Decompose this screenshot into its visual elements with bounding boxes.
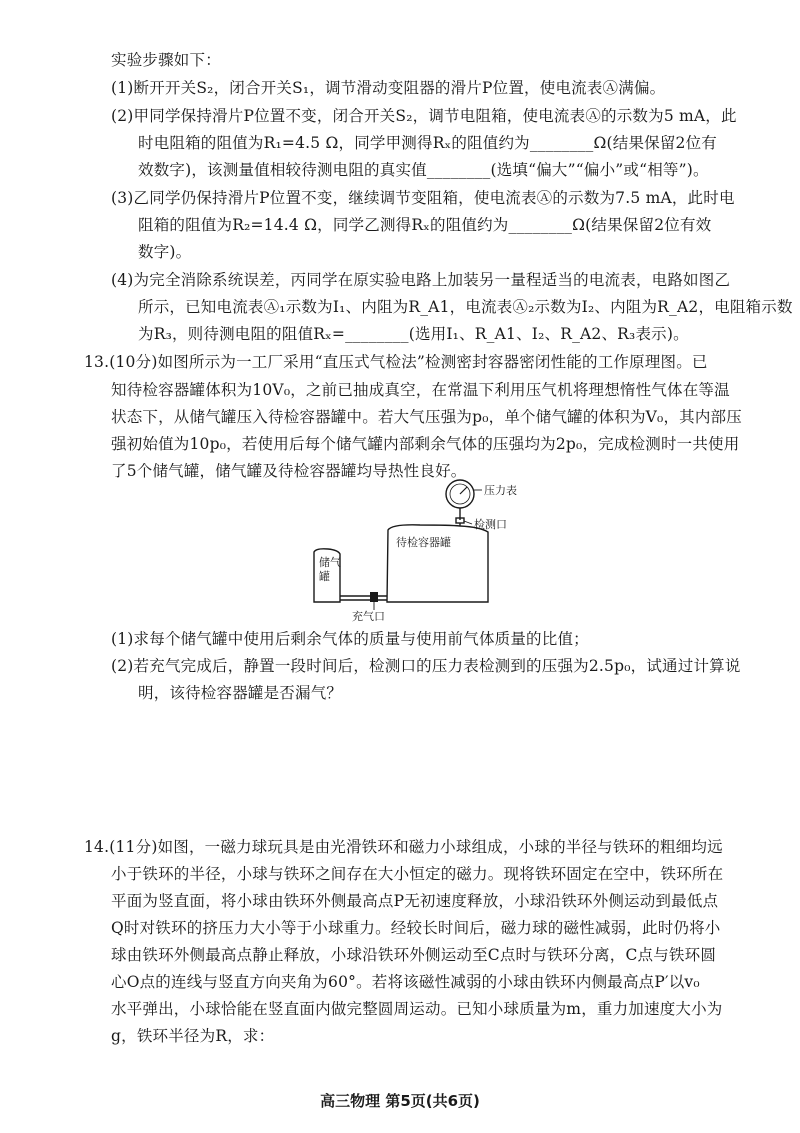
text-line-4: 时电阻箱的阻值为R₁=4.5 Ω，同学甲测得Rₓ的阻值约为________Ω(结果保留2位有 (138, 134, 718, 152)
storage-tank-label-top: 储气 (319, 556, 341, 569)
text-line-7: 阻箱的阻值为R₂=14.4 Ω，同学乙测得Rₓ的阻值约为________Ω(结果保留2位有效 (138, 216, 712, 234)
question-13-line-5: 了5个储气罐，储气罐及待检容器罐均导热性良好。 (111, 462, 467, 480)
question-14-line-3: 平面为竖直面，将小球由铁环外侧最高点P无初速度释放，小球沿铁环外侧运动到最低点 (111, 892, 719, 910)
question-14-line-1: 14.(11分)如图，一磁力球玩具是由光滑铁环和磁力小球组成，小球的半径与铁环的粗细均远 (84, 838, 723, 856)
question-13-line-4: 强初始值为10p₀，若使用后每个储气罐内部剩余气体的压强均为2p₀，完成检测时一共使用 (111, 435, 740, 453)
question-14-line-6: 心O点的连线与竖直方向夹角为60°。若将该磁性减弱的小球由铁环内侧最高点P′以v₀ (111, 973, 700, 991)
text-line-1: 实验步骤如下： (111, 51, 221, 69)
question-14-line-7: 水平弹出，小球恰能在竖直面内做完整圆周运动。已知小球质量为m，重力加速度大小为 (111, 1000, 723, 1018)
gas-test-diagram (300, 474, 530, 624)
question-13-line-2: 知待检容器罐体积为10V₀，之前已抽成真空，在常温下利用压气机将理想惰性气体在等温 (111, 381, 730, 399)
question-13-part-2: (2)若充气完成后，静置一段时间后，检测口的压力表检测到的压强为2.5p₀，试通过计算说 (111, 657, 741, 675)
question-14-line-4: Q时对铁环的挤压力大小等于小球重力。经较长时间后，磁力球的磁性减弱，此时仍将小 (111, 919, 721, 937)
port-label: 检测口 (474, 518, 507, 531)
text-line-8: 数字)。 (138, 243, 192, 261)
text-line-11: 为R₃，则待测电阻的阻值Rₓ=________(选用I₁、R_A1、I₂、R_A2、R₃表示)。 (138, 325, 689, 343)
storage-tank-label-bottom: 罐 (319, 570, 330, 583)
text-line-5: 效数字)，该测量值相较待测电阻的真实值________(选填“偏大”“偏小”或“相等”)。 (138, 161, 709, 179)
text-line-3: (2)甲同学保持滑片P位置不变，闭合开关S₂，调节电阻箱，使电流表Ⓐ的示数为5 mA，此 (111, 107, 737, 125)
page-footer: 高三物理 第5页(共6页) (320, 1092, 480, 1110)
container-label: 待检容器罐 (396, 536, 451, 549)
question-13-line-3: 状态下，从储气罐压入待检容器罐中。若大气压强为p₀，单个储气罐的体积为V₀，其内部压 (111, 408, 742, 426)
text-line-9: (4)为完全消除系统误差，丙同学在原实验电路上加装另一量程适当的电流表，电路如图乙 (111, 271, 731, 289)
question-14-line-5: 球由铁环外侧最高点静止释放，小球沿铁环外侧运动至C点时与铁环分离，C点与铁环圆 (111, 946, 717, 964)
question-14-line-2: 小于铁环的半径，小球与铁环之间存在大小恒定的磁力。现将铁环固定在空中，铁环所在 (111, 865, 724, 883)
text-line-2: (1)断开开关S₂，闭合开关S₁，调节滑动变阻器的滑片P位置，使电流表Ⓐ满偏。 (111, 79, 666, 97)
text-line-10: 所示，已知电流表Ⓐ₁示数为I₁、内阻为R_A1，电流表Ⓐ₂示数为I₂、内阻为R_A2，电阻箱示数 (138, 298, 793, 316)
text-line-6: (3)乙同学仍保持滑片P位置不变，继续调节变阻箱，使电流表Ⓐ的示数为7.5 mA，此时电 (111, 189, 735, 207)
question-13-part-2-cont: 明，该待检容器罐是否漏气？ (138, 684, 343, 702)
question-14-line-8: g，铁环半径为R，求： (111, 1027, 275, 1045)
question-13-part-1: (1)求每个储气罐中使用后剩余气体的质量与使用前气体质量的比值； (111, 630, 589, 648)
gauge-label: 压力表 (484, 484, 517, 497)
question-13-line-1: 13.(10分)如图所示为一工厂采用“直压式气检法”检测密封容器密闭性能的工作原理图。已 (84, 353, 708, 371)
inlet-label: 充气口 (352, 610, 385, 623)
